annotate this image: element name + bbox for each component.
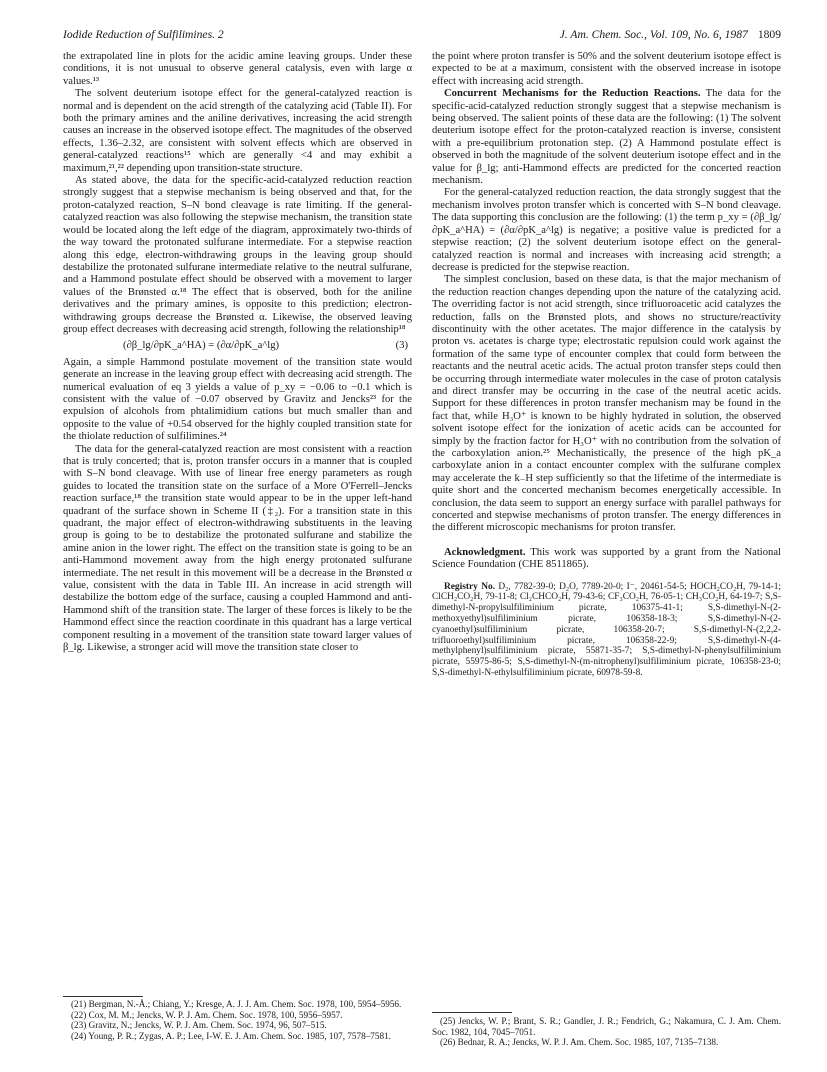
footnote-rule — [432, 1012, 512, 1013]
left-column — [63, 51, 412, 655]
paragraph: The solvent deuterium isotope effect for the general-catalyzed reaction is normal and is dependent on the acid strength of the catalyzing acid (Table II). For both the primary amines and the aniline derivatives, increasing the acid strength causes an increase in the observed isotope effect. The magnitudes of the observed effects, 1.36–2.32, are consistent with solvent effects which are observed in general-catalyzed reactions¹⁵ which are generally <4 and may exhibit a maximum,²¹,²² depending upon transition-state structure. — [63, 88, 412, 174]
acknowledgment-heading: Acknowledgment. — [444, 546, 526, 558]
page-header — [63, 28, 781, 44]
journal-citation: J. Am. Chem. Soc., Vol. 109, No. 6, 1987 — [559, 28, 748, 41]
section-heading: Concurrent Mechanisms for the Reduction Reactions. — [444, 88, 701, 100]
running-title: Iodide Reduction of Sulfilimines. 2 — [63, 28, 224, 41]
equation-number: (3) — [395, 340, 408, 352]
equation-3 — [63, 340, 412, 352]
journal-citation-group — [560, 28, 781, 41]
paragraph: The simplest conclusion, based on these data, is that the major mechanism of the reduction reaction changes depending upon the nature of the catalyzing acid. The overriding factor is not acid strength, since trifluoroacetic acid catalyzes the reduction, falls on the Brønsted plots, and shows no structure/reactivity discontinuity with the other acetates. The major difference in the catalysis by proton vs. acetates is charge type; electrostatic repulsion could work against the formation of the same type of encounter complex that could form between the reactants and the neutral acetic acids. The actual proton transfer steps could then be occurring through intermediate water molecules in the case of proton catalysis and direct transfer may be occurring in the case of the neutral acetic acids. Support for these differences in proton transfer mechanism may be found in the fact that, while H₃O⁺ is known to be highly hydrated in solution, the observed solvent isotope effect for the ionization of acetic acids can be accounted for simply by the fraction factor for H₃O⁺ with no contribution from the solvation of the carboxylation anion.²⁵ Mechanistically, the presence of the high pK_a carboxylate anion in a contact encounter complex with the sulfurane complex may accelerate the k₋H step sufficiently so that the lifetime of the intermediate is quite short and the concerted mechanism becomes energetically accessible. In conclusion, the data seem to support an energy surface with parallel pathways for concerted and stepwise mechanisms of proton transfer. The energy differences in the different microscopic mechanisms for proton transfer. — [432, 274, 781, 534]
acknowledgment-text: This work was supported by a grant from the National Science Foundation (CHE 8511865). — [432, 546, 781, 571]
paragraph: the extrapolated line in plots for the acidic amine leaving groups. Under these conditions, it is not unusual to observe general catalysis, even with large α values.¹³ — [63, 51, 412, 87]
page-number: 1809 — [757, 28, 781, 41]
footnote: (23) Gravitz, N.; Jencks, W. P. J. Am. Chem. Soc. 1974, 96, 507–515. — [71, 1020, 327, 1031]
right-column — [432, 51, 781, 679]
paragraph-text: The data for the specific-acid-catalyzed reduction strongly suggest that a stepwise mechanism is being observed. The salient points of these data are the following: (1) The solvent deuterium isotope effect for the proton-catalyzed reaction is inverse, consistent with a pre-equilibrium protonation step. (2) A Hammond postulate effect is observed in both the magnitude of the solvent deuterium isotope effect and in the value for β_lg; anti-Hammond effects are predicted for the concerted reaction mechanism. — [432, 88, 782, 187]
footnote: (21) Bergman, N.-Å.; Chiang, Y.; Kresge, A. J. J. Am. Chem. Soc. 1978, 100, 5954–5956. — [71, 999, 402, 1009]
equation-body: (∂β_lg/∂pK_a^HA) = (∂α/∂pK_a^lg) — [123, 340, 280, 352]
footnote: (22) Cox, M. M.; Jencks, W. P. J. Am. Chem. Soc. 1978, 100, 5956–5957. — [71, 1009, 343, 1020]
paragraph: Again, a simple Hammond postulate movement of the transition state would generate an increase in the leaving group effect with decreasing acid strength. The numerical evaluation of eq 3 yields a value of p_xy = −0.06 to −0.1 which is consistent with the value of −0.07 observed by Gravitz and Jencks²³ for the expulsion of alcohols from phtalimidium cations but much smaller than and opposite to the value of +0.54 observed for the highly coupled transition state for the thiolate reduction of sulfilimines.²⁴ — [63, 356, 412, 443]
footnote: (26) Bednar, R. A.; Jencks, W. P. J. Am. Chem. Soc. 1985, 107, 7135–7138. — [440, 1037, 719, 1048]
paragraph — [432, 88, 781, 187]
paragraph: the point where proton transfer is 50% and the solvent deuterium isotope effect is expected to be at a maximum, consistent with the observed increase in isotope effect with increasing acid strength. — [432, 51, 781, 87]
footnote: (24) Young, P. R.; Zygas, A. P.; Lee, I-W. E. J. Am. Chem. Soc. 1985, 107, 7578–7581. — [71, 1030, 391, 1041]
registry-text: D₂, 7782-39-0; D₂O, 7789-20-0; I⁻, 20461-54-5; HOCH₂CO₂H, 79-14-1; ClCH₂CO₂H, 79-11-8; Cl₂CHCO₂H, 79-43-6; CF₃CO₂H, 76-05-1; CH₃CO₂H, 64-19-7; S,S-dimethyl-N-propylsulfiliminium picrate, 106375-41-1; S,S-dimethyl-N-(2-methoxyethyl)sulfiliminium picrate, 106358-18-3; S,S-dimethyl-N-(2-cyanoethyl)sulfiliminium picrate, 106358-20-7; S,S-dimethyl-N-(2,2,2-trifluoroethyl)sulfiliminium picrate, 106358-22-9; S,S-dimethyl-N-(4-methylphenyl)sulfiliminium picrate, 55871-35-7; S,S-dimethyl-N-phenylsulfiliminium picrate, 55975-86-5; S,S-dimethyl-N-(m-nitrophenyl)sulfiliminium picrate, 106358-23-0; S,S-dimethyl-N-ethylsulfiliminium picrate, 60978-59-8. — [432, 581, 781, 679]
paragraph: The data for the general-catalyzed reaction are most consistent with a reaction that is truly concerted; that is, proton transfer occurs in a manner that is coupled with S–N bond cleavage. With use of linear free energy parameters as rough guides to located the transition state on the surface of a More O'Ferrell–Jencks reaction surface,¹⁸ the transition state would appear to be in the upper left-hand quadrant of the surface shown in Scheme II (‡₂). For a transition state in this quadrant, the major effect of electron-withdrawing substituents in the leaving group is going to be to destabilize the protonated sulfurane and stabilize the amine anion in the lower right. The effect on the transition state is going to be an anti-Hammond movement away from the high energy protonated sulfurane intermediate. The net result in this movement will be a decrease in the Brønsted α value, consistent with the data in Table III. An increase in acid strength will destabilize the bottom edge of the surface, causing a coupled Hammond and anti-Hammond shift of the transition state. The larger of these forces is likely to be the Hammond effect since the reaction coordinate in this quadrant has a large vertical component resulting in a movement of the transition state toward larger values of β_lg. Likewise, a stronger acid will move the transition state closer to — [63, 443, 412, 654]
acknowledgment — [432, 547, 781, 572]
footnotes-right — [432, 1016, 781, 1048]
paragraph: For the general-catalyzed reduction reaction, the data strongly suggest that the mechanism involves proton transfer which is concerted with S–N bond cleavage. The data supporting this conclusion are the following: (1) the term p_xy = (∂β_lg/∂pK_a^HA) = (∂α/∂pK_a^lg) is negative; a positive value is predicted for a stepwise reaction; (2) the solvent deuterium isotope effect on the general-catalyzed reaction is normal and increases with increasing acid strength; a decrease is predicted for the stepwise reaction. — [432, 187, 781, 273]
footnotes-left — [63, 999, 412, 1041]
footnote: (25) Jencks, W. P.; Brant, S. R.; Gandler, J. R.; Fendrich, G.; Nakamura, C. J. Am. Chem. Soc. 1982, 104, 7045–7051. — [432, 1016, 781, 1037]
footnote-rule — [63, 996, 143, 997]
registry-numbers — [432, 582, 781, 679]
registry-heading: Registry No. — [444, 581, 495, 592]
paragraph: As stated above, the data for the specific-acid-catalyzed reduction reaction strongly suggest that a stepwise mechanism is being observed and that, for the proton-catalyzed reaction, S–N bond cleavage is rate limiting. If the general-catalyzed reaction was also following the stepwise mechanism, the transition state would be located along the left edge of the diagram, approximately two-thirds of the way toward the protonated sulfurane intermediate. For a stepwise reaction along this edge, electron-withdrawing groups in the leaving group should destabilize the protonated sulfurane intermediate relative to the neutral sulfurane, and a Hammond postulate effect should be observed with a movement to larger values of the Brønsted α.¹⁸ The effect that is observed, both for the aniline derivatives and the primary amines, is opposite to this prediction; electron-withdrawing groups decrease the Brønsted α. Likewise, the observed leaving group effect decreases with decreasing acid strength, following the relationship¹⁸ — [63, 175, 412, 335]
